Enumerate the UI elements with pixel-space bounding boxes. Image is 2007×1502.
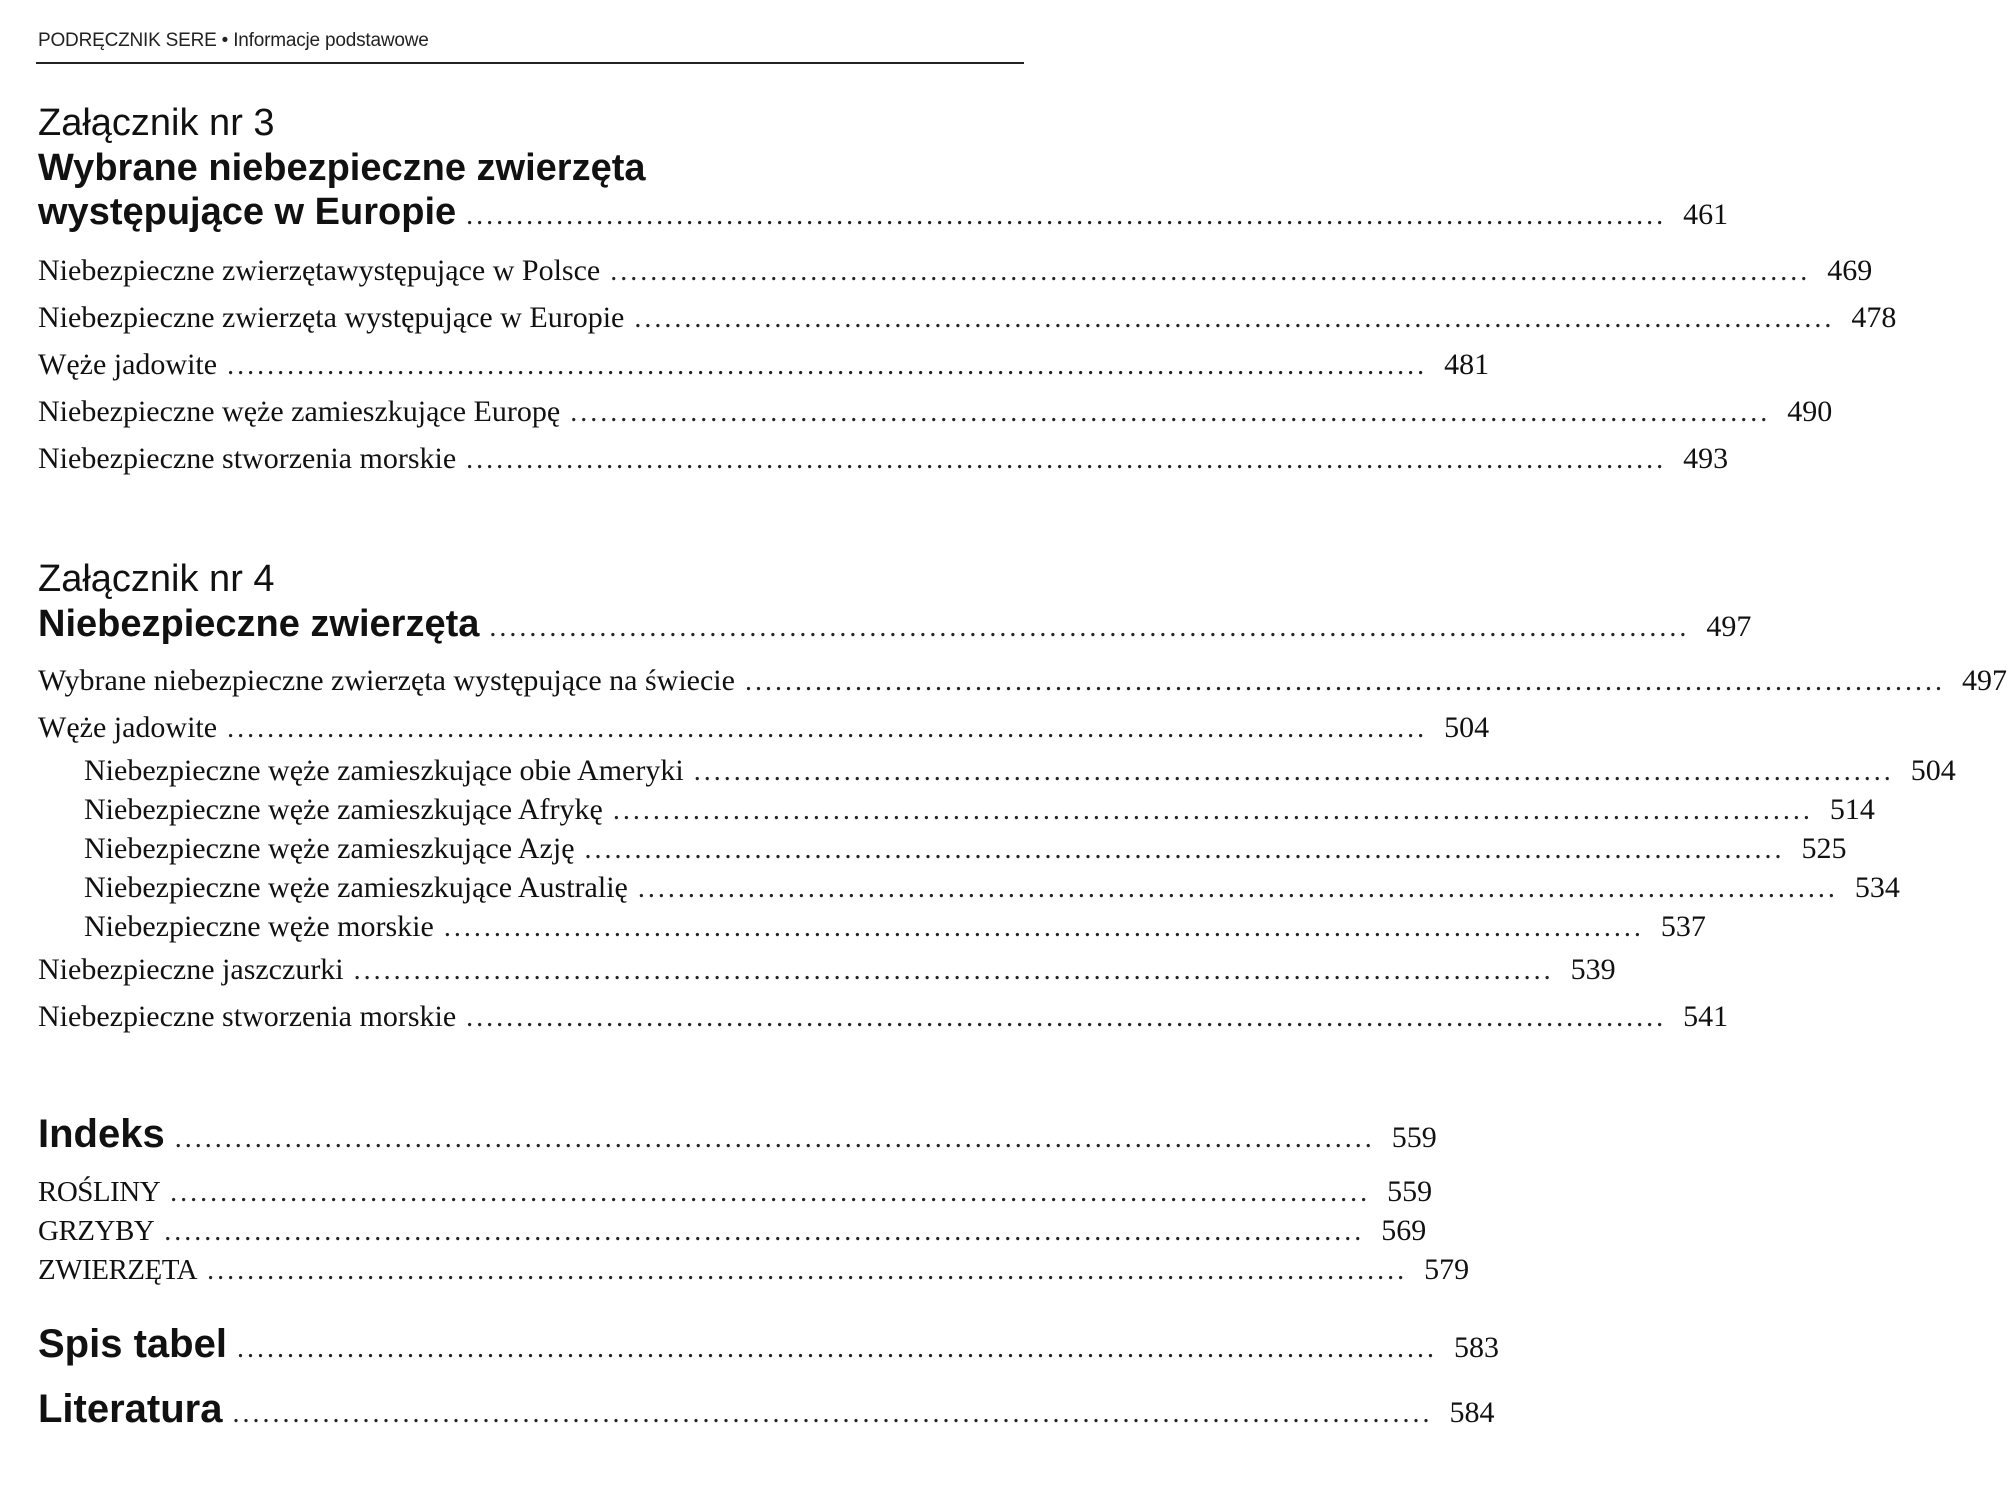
entry-title: Węże jadowite bbox=[38, 348, 218, 381]
entry-title: Niebezpieczne węże zamieszkujące Europę bbox=[38, 395, 561, 428]
toc-subentry[interactable] bbox=[38, 869, 1900, 908]
toc-entry[interactable] bbox=[38, 1212, 1427, 1251]
entry-title: Niebezpieczne zwierzęta występujące w Europie bbox=[38, 301, 625, 334]
toc-entry[interactable] bbox=[38, 389, 1833, 436]
page-number: 497 bbox=[1961, 664, 2007, 697]
dot-leader: ........................................................................................................................ bbox=[744, 666, 1945, 697]
page-number: 490 bbox=[1787, 395, 1833, 428]
toc-subentry[interactable] bbox=[38, 752, 1956, 791]
toc-subentry[interactable] bbox=[38, 791, 1875, 830]
entry-title: Wybrane niebezpieczne zwierzęta występujące na świecie bbox=[38, 664, 735, 697]
page-number: 525 bbox=[1801, 832, 1847, 865]
dot-leader: ........................................................................................................................ bbox=[637, 873, 1838, 904]
annex3-section bbox=[38, 100, 1897, 483]
page-number: 504 bbox=[1910, 754, 1956, 787]
dot-leader: ........................................................................................................................ bbox=[207, 1255, 1408, 1286]
toc-subentry[interactable] bbox=[38, 830, 1847, 869]
toc-entry[interactable] bbox=[38, 248, 1873, 295]
toc-entry[interactable] bbox=[38, 295, 1897, 342]
annex3-title-line1: Wybrane niebezpieczne zwierzęta bbox=[38, 147, 646, 189]
subentry-title: Niebezpieczne węże morskie bbox=[84, 910, 434, 943]
page-number: 504 bbox=[1444, 711, 1490, 744]
page-number: 541 bbox=[1683, 1000, 1729, 1033]
page-number: 579 bbox=[1424, 1253, 1470, 1286]
toc-entry[interactable] bbox=[38, 1173, 1433, 1212]
dot-leader: ........................................................................................................................ bbox=[634, 303, 1835, 334]
page-number: 469 bbox=[1827, 254, 1873, 287]
annex3-title-line2: występujące w Europie bbox=[38, 191, 457, 233]
toc-entry[interactable] bbox=[38, 436, 1729, 483]
page-number: 559 bbox=[1387, 1175, 1433, 1208]
toc-entry[interactable] bbox=[38, 705, 1490, 752]
page-number: 583 bbox=[1453, 1331, 1499, 1364]
dot-leader: ........................................................................................................................ bbox=[610, 256, 1811, 287]
annex4-title: Niebezpieczne zwierzęta bbox=[38, 603, 480, 645]
page-number: 559 bbox=[1391, 1121, 1437, 1154]
page-number: 478 bbox=[1851, 301, 1897, 334]
dot-leader: ........................................................................................................................ bbox=[466, 1002, 1667, 1033]
entry-title: Niebezpieczne stworzenia morskie bbox=[38, 442, 457, 475]
toc-entry[interactable] bbox=[38, 994, 1729, 1041]
page-number: 539 bbox=[1570, 953, 1616, 986]
toc-entry-tables[interactable] bbox=[38, 1318, 1499, 1375]
dot-leader: ........................................................................................................................ bbox=[489, 612, 1690, 643]
toc-entry-index[interactable] bbox=[38, 1108, 1437, 1165]
dot-leader: ........................................................................................................................ bbox=[443, 912, 1644, 943]
toc-entry-annex3-title[interactable] bbox=[38, 190, 1729, 238]
dot-leader: ........................................................................................................................ bbox=[170, 1177, 1371, 1208]
toc-entry[interactable] bbox=[38, 658, 2007, 705]
page-number: 584 bbox=[1449, 1396, 1495, 1429]
literature-title: Literatura bbox=[38, 1387, 223, 1431]
dot-leader: ........................................................................................................................ bbox=[232, 1398, 1433, 1429]
annex3-label: Załącznik nr 3 bbox=[38, 102, 275, 144]
page-number: 537 bbox=[1660, 910, 1706, 943]
index-title: Indeks bbox=[38, 1112, 165, 1156]
entry-title: ROŚLINY bbox=[38, 1176, 161, 1208]
page-number: 569 bbox=[1381, 1214, 1427, 1247]
entry-title: Niebezpieczne stworzenia morskie bbox=[38, 1000, 457, 1033]
index-section bbox=[38, 1108, 1470, 1290]
dot-leader: ........................................................................................................................ bbox=[570, 397, 1771, 428]
dot-leader: ........................................................................................................................ bbox=[466, 444, 1667, 475]
header-rule bbox=[36, 62, 1024, 64]
tables-section bbox=[38, 1318, 1499, 1440]
dot-leader: ........................................................................................................................ bbox=[693, 756, 1894, 787]
page-number: 534 bbox=[1854, 871, 1900, 904]
toc-entry-literature[interactable] bbox=[38, 1383, 1495, 1440]
annex4-label: Załącznik nr 4 bbox=[38, 558, 275, 600]
toc-subentry[interactable] bbox=[38, 908, 1706, 947]
dot-leader: ........................................................................................................................ bbox=[164, 1216, 1365, 1247]
dot-leader: ........................................................................................................................ bbox=[227, 713, 1428, 744]
entry-title: GRZYBY bbox=[38, 1215, 155, 1247]
page-number: 497 bbox=[1706, 610, 1752, 643]
dot-leader: ........................................................................................................................ bbox=[174, 1123, 1375, 1154]
dot-leader: ........................................................................................................................ bbox=[236, 1333, 1437, 1364]
subentry-title: Niebezpieczne węże zamieszkujące obie Ameryki bbox=[84, 754, 684, 787]
subentry-title: Niebezpieczne węże zamieszkujące Afrykę bbox=[84, 793, 603, 826]
toc-entry[interactable] bbox=[38, 342, 1490, 389]
dot-leader: ........................................................................................................................ bbox=[612, 795, 1813, 826]
entry-title: Niebezpieczne jaszczurki bbox=[38, 953, 344, 986]
toc-entry[interactable] bbox=[38, 1251, 1470, 1290]
toc-entry[interactable] bbox=[38, 947, 1616, 994]
entry-title: Węże jadowite bbox=[38, 711, 218, 744]
page-number: 514 bbox=[1829, 793, 1875, 826]
running-header: PODRĘCZNIK SERE • Informacje podstawowe bbox=[38, 30, 429, 51]
subentry-title: Niebezpieczne węże zamieszkujące Azję bbox=[84, 832, 575, 865]
subentry-title: Niebezpieczne węże zamieszkujące Australię bbox=[84, 871, 628, 904]
dot-leader: ........................................................................................................................ bbox=[584, 834, 1785, 865]
dot-leader: ........................................................................................................................ bbox=[353, 955, 1554, 986]
annex4-section bbox=[38, 556, 2007, 1041]
tables-title: Spis tabel bbox=[38, 1322, 227, 1366]
toc-entry-annex4-title[interactable] bbox=[38, 602, 1752, 650]
page-number: 481 bbox=[1444, 348, 1490, 381]
entry-title: Niebezpieczne zwierzętawystępujące w Polsce bbox=[38, 254, 601, 287]
page-number: 461 bbox=[1683, 198, 1729, 231]
dot-leader: ........................................................................................................................ bbox=[227, 350, 1428, 381]
dot-leader: ........................................................................................................................ bbox=[466, 200, 1667, 231]
page-number: 493 bbox=[1683, 442, 1729, 475]
entry-title: ZWIERZĘTA bbox=[38, 1254, 198, 1286]
